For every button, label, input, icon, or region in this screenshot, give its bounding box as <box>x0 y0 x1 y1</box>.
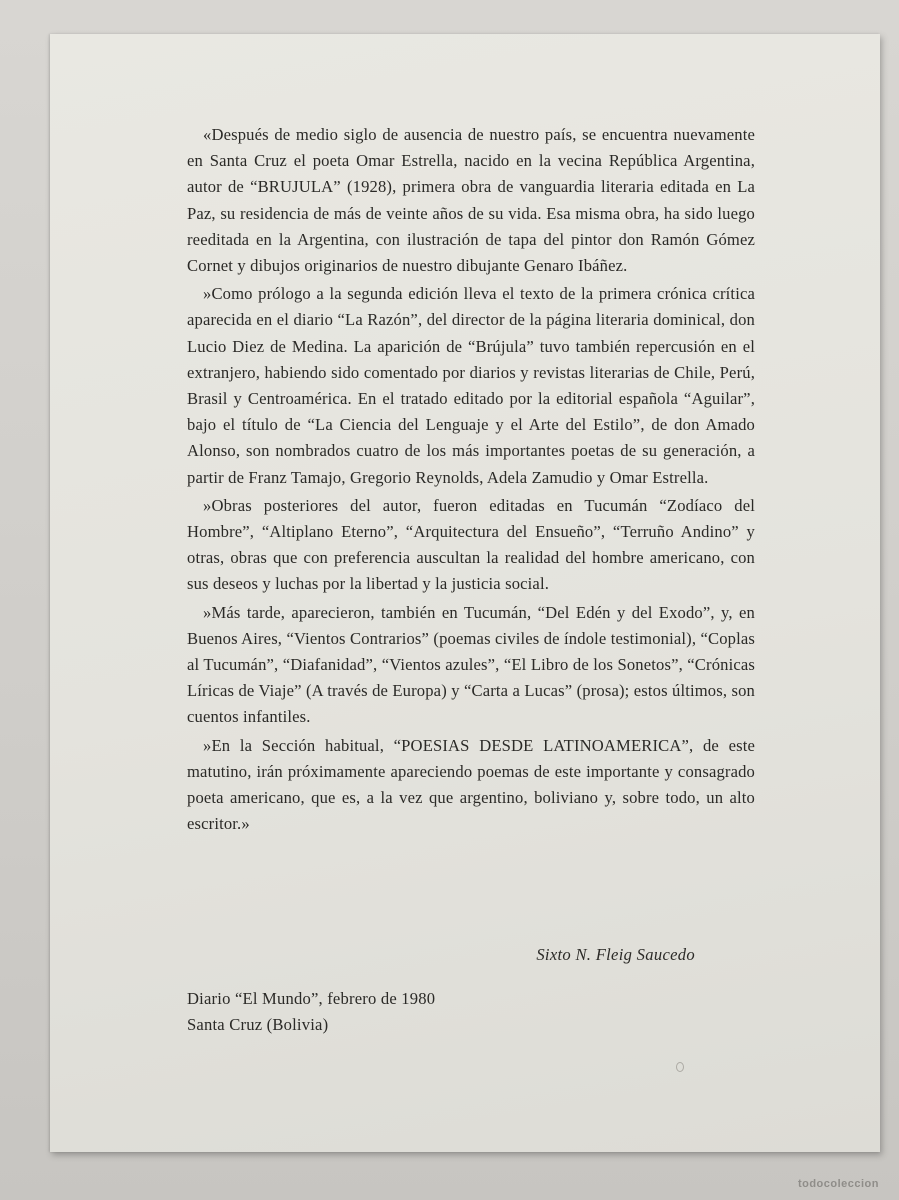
source-newspaper: Diario “El Mundo”, febrero de 1980 <box>187 989 436 1008</box>
paragraph-2: »Como prólogo a la segunda edición lleva el texto de la primera crónica crítica aparecida en el diario “La Razón”, del director de la página literaria dominical, don Lucio Diez de Medina. La aparición de “Brújula” tuvo también repercusión en el extranjero, habiendo sido comentado por diarios y revistas literarias de Chile, Perú, Brasil y Centroamérica. En el tratado editado por la editorial española “Aguilar”, bajo el título de “La Ciencia del Lenguaje y el Arte del Estilo”, de don Amado Alonso, son nombrados cuatro de los más importantes poetas de su generación, a partir de Franz Tamajo, Gregorio Reynolds, Adela Zamudio y Omar Estrella. <box>187 284 755 487</box>
source-citation <box>187 986 435 1038</box>
article-body <box>187 122 755 839</box>
document-page <box>50 34 880 1152</box>
watermark-logo: todocoleccion <box>797 1178 879 1190</box>
paragraph-3: »Obras posteriores del autor, fueron editadas en Tucumán “Zodíaco del Hombre”, “Altiplano Eterno”, “Arquitectura del Ensueño”, “Terruño Andino” y otras, obras que con preferencia auscultan la realidad del hombre americano, con sus deseos y luchas por la libertad y la justicia social. <box>187 495 755 594</box>
paragraph-5: »En la Sección habitual, “POESIAS DESDE LATINOAMERICA”, de este matutino, irán próximamente apareciendo poemas de este importante y consagrado poeta americano, que es, a la vez que argentino, boliviano y, sobre todo, un alto escritor.» <box>187 735 755 834</box>
paper-speck <box>676 1062 684 1072</box>
paragraph-4: »Más tarde, aparecieron, también en Tucumán, “Del Edén y del Exodo”, y, en Buenos Aires, “Vientos Contrarios” (poemas civiles de índole testimonial), “Coplas al Tucumán”, “Diafanidad”, “Vientos azules”, “El Libro de los Sonetos”, “Crónicas Líricas de Viaje” (A través de Europa) y “Carta a Lucas” (prosa); estos últimos, son cuentos infantiles. <box>187 602 755 727</box>
signature: Sixto N. Fleig Saucedo <box>536 945 695 964</box>
paragraph-1: «Después de medio siglo de ausencia de nuestro país, se encuentra nuevamente en Santa Cruz el poeta Omar Estrella, nacido en la vecina República Argentina, autor de “BRUJULA” (1928), primera obra de vanguardia literaria editada en La Paz, su residencia de más de veinte años de su vida. Esa misma obra, ha sido luego reeditada en la Argentina, con ilustración de tapa del pintor don Ramón Gómez Cornet y dibujos originarios de nuestro dibujante Genaro Ibáñez. <box>187 125 755 276</box>
source-location: Santa Cruz (Bolivia) <box>187 1015 329 1034</box>
